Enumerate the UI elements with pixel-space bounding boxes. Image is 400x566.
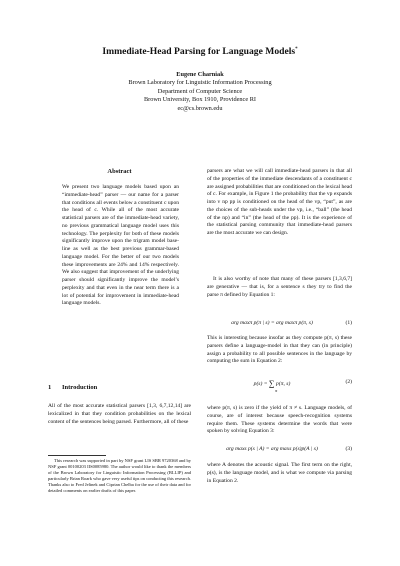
equation-2 xyxy=(207,379,352,395)
affiliation-line: Brown University, Box 1910, Providence RI xyxy=(143,96,257,104)
summation-symbol: ∑ xyxy=(268,379,275,388)
equation-lhs: p(s) = xyxy=(253,381,268,387)
section-heading xyxy=(48,384,97,391)
summation-subscript: π xyxy=(275,388,278,393)
author-email: ec@cs.brown.edu xyxy=(177,104,223,112)
paragraph: This is interesting because insofar as they compute p(π, s) these parsers define a language-model in that they can (in principle) assign a probability to all possible sentences in the language by computing the sum in Equation 2: xyxy=(207,335,352,365)
affiliation-line: Department of Computer Science xyxy=(157,87,243,95)
equation-number: (3) xyxy=(345,446,352,452)
paragraph: where p(π, s) is zero if the yield of π ≠ s. Language models, of course, are of interest because speech-recognition systems require them. These systems determine the words that were spoken by solving Equation 3: xyxy=(207,405,352,435)
equation-number: (2) xyxy=(345,379,352,385)
paragraph: where A denotes the acoustic signal. The first term on the right, p(s), is the language model, and is what we compute via parsing in Equation 2. xyxy=(207,462,352,484)
title-text: Immediate-Head Parsing for Language Models xyxy=(102,46,296,57)
paragraph: It is also worthy of note that many of these parsers [1,3,6,7] are generative — that is, for a sentence s they try to find the parse π defined by Equation 1: xyxy=(207,276,352,298)
paragraph: parsers are what we will call immediate-head parsers in that all of the properties of the immediate descendants of a constituent c are assigned probabilities that are conditioned on the lexical head of c. For example, in Figure 1 the probability that the vp expands into v np pp is conditioned on the head of the vp, “put”, as are the choices of the sub-heads under the vp, i.e., “ball” (the head of the np) and “in” (the head of the pp). It is the experience of the statistical parsing community that immediate-head parsers are the most accurate we can design. xyxy=(207,168,352,236)
title-footnote-mark: * xyxy=(295,46,298,52)
section-title: Introduction xyxy=(62,384,98,391)
equation-expression: arg maxs p(s | A) = arg maxs p(s)p(A | s) xyxy=(226,446,318,452)
equation-rhs: p(π, s) xyxy=(276,381,291,387)
footnote-rule xyxy=(48,455,106,456)
abstract-heading: Abstract xyxy=(107,168,132,175)
equation-expression: arg maxπ p(π | s) = arg maxπ p(π, s) xyxy=(231,320,313,326)
introduction-text: All of the most accurate statistical parsers [1,3, 6,7,12,14] are lexicalized in that they condition probabilities on the lexical content of the sentences being parsed. Furthermore, all of these xyxy=(48,403,191,425)
equation-3 xyxy=(207,446,352,456)
equation-1 xyxy=(207,320,352,330)
paper-title xyxy=(0,46,400,57)
footnote-text: This research was supported in part by NSF grant LIS SBR 9720368 and by NSF grant 00100203 IIS0085980. The author would like to thank the members of the Brown Laboratory for Linguistic Information Processing (BLLIP) and particularly Brian Roark who gave very useful tips on conducting this research. Thanks also to Fred Jelinek and Ciprian Chelba for the use of their data and for detailed comments on earlier drafts of this paper. xyxy=(48,458,191,494)
affiliation-line: Brown Laboratory for Linguistic Information Processing xyxy=(128,79,272,87)
equation-expression xyxy=(207,379,337,388)
equation-number: (1) xyxy=(345,320,352,326)
author-name: Eugene Charniak xyxy=(176,71,224,78)
author-block xyxy=(0,71,400,113)
section-number: 1 xyxy=(48,384,52,391)
abstract-text: We present two language models based upon an “immediate-head” parser — our name for a parser that conditions all events below a constituent c upon the head of c. While all of the most accurate statistical parsers are of the immediate-head variety, no previous grammatical language model uses this technology. The perplexity for both of these models significantly improve upon the trigram model base-line as well as the best previous grammar-based language model. For the better of our two models these improvements are 24% and 14% respectively. We also suggest that improvement of the underlying parser should significantly improve the model’s perplexity and that even in the near term there is a lot of potential for improvement in immediate-head language models. xyxy=(62,184,179,307)
